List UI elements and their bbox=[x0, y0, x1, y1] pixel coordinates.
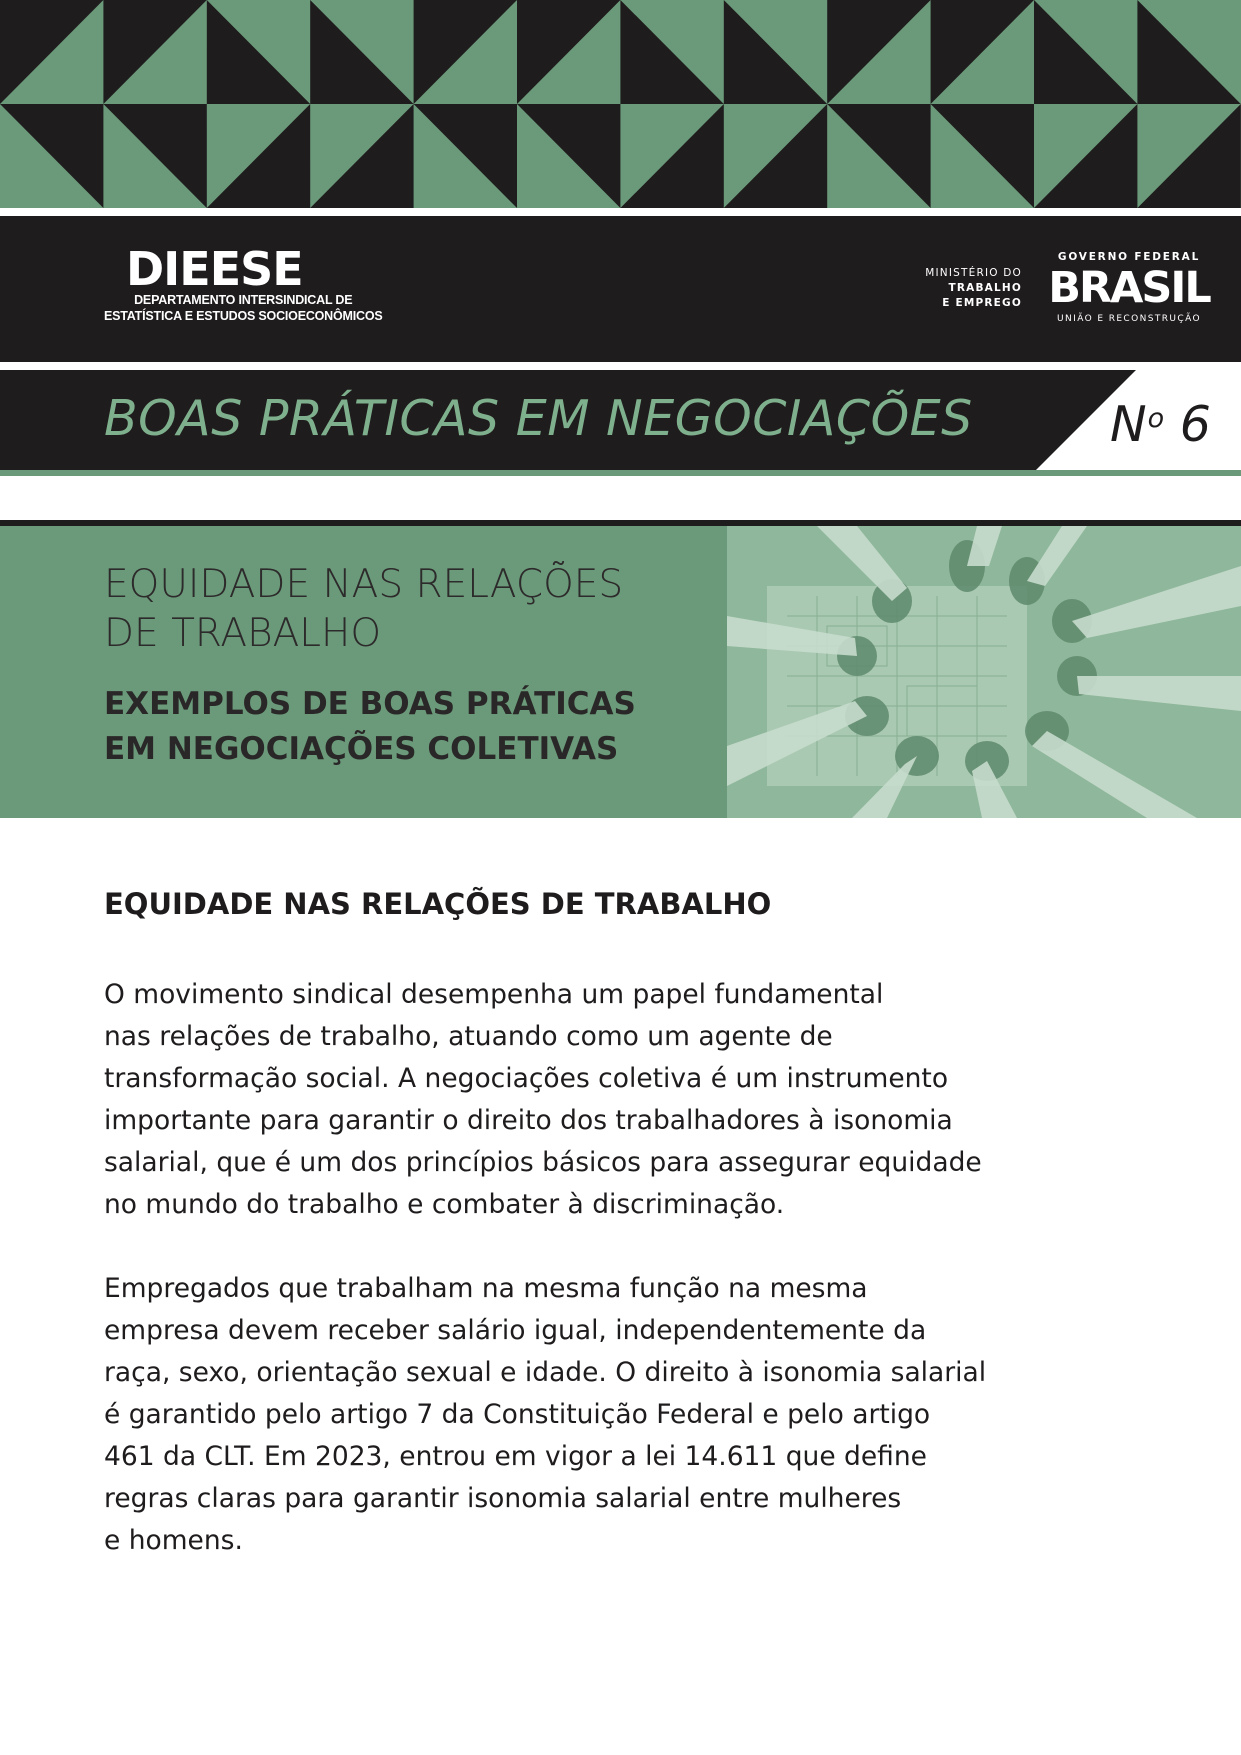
issue-number-value: 6 bbox=[1164, 396, 1211, 453]
dieese-logo-subtitle-1: DEPARTAMENTO INTERSINDICAL DE bbox=[134, 293, 353, 307]
gov-brasil-wordmark: BRASIL bbox=[1048, 263, 1210, 313]
ministry-line-2: TRABALHO bbox=[948, 282, 1022, 294]
ministry-line-3: E EMPREGO bbox=[942, 297, 1022, 309]
paragraph-2-line: raça, sexo, orientação sexual e idade. O direito à isonomia salarial bbox=[104, 1357, 987, 1388]
dieese-logo-wordmark: DIEESE bbox=[126, 242, 303, 296]
hero-subtitle bbox=[104, 682, 724, 772]
hero-title-line-2: DE TRABALHO bbox=[104, 611, 382, 656]
paragraph-2-line: regras claras para garantir isonomia salarial entre mulheres bbox=[104, 1483, 902, 1514]
hero-subtitle-line-2: EM NEGOCIAÇÕES COLETIVAS bbox=[104, 731, 619, 767]
ministry-label bbox=[880, 266, 1022, 311]
series-title: BOAS PRÁTICAS EM NEGOCIAÇÕES bbox=[104, 390, 973, 447]
paragraph-1-line: no mundo do trabalho e combater à discriminação. bbox=[104, 1189, 785, 1220]
geometric-pattern-banner bbox=[0, 0, 1241, 208]
paragraph-2-line: e homens. bbox=[104, 1525, 243, 1556]
governo-federal-logo bbox=[1044, 250, 1214, 326]
paragraph-2-line: 461 da CLT. Em 2023, entrou em vigor a lei 14.611 que define bbox=[104, 1441, 927, 1472]
paragraph-1 bbox=[104, 974, 1044, 1226]
paragraph-2-line: Empregados que trabalham na mesma função na mesma bbox=[104, 1273, 868, 1304]
ministry-line-1: MINISTÉRIO DO bbox=[925, 267, 1022, 279]
dieese-logo bbox=[104, 242, 383, 324]
paragraph-1-line: transformação social. A negociações coletiva é um instrumento bbox=[104, 1063, 949, 1094]
series-underline bbox=[0, 470, 1241, 476]
gov-bottom-label: UNIÃO E RECONSTRUÇÃO bbox=[1057, 314, 1201, 324]
paragraph-2 bbox=[104, 1268, 1044, 1562]
hero-subtitle-line-1: EXEMPLOS DE BOAS PRÁTICAS bbox=[104, 686, 636, 722]
paragraph-2-line: empresa devem receber salário igual, independentemente da bbox=[104, 1315, 927, 1346]
paragraph-1-line: O movimento sindical desempenha um papel fundamental bbox=[104, 979, 884, 1010]
issue-number-sup: o bbox=[1147, 403, 1165, 434]
hands-circle-photo bbox=[727, 526, 1241, 818]
paragraph-2-line: é garantido pelo artigo 7 da Constituição Federal e pelo artigo bbox=[104, 1399, 931, 1430]
section-title: EQUIDADE NAS RELAÇÕES DE TRABALHO bbox=[104, 887, 772, 921]
issue-number-prefix: N bbox=[1110, 396, 1147, 453]
dieese-logo-subtitle-2: ESTATÍSTICA E ESTUDOS SOCIOECONÔMICOS bbox=[104, 309, 383, 323]
hero-title-line-1: EQUIDADE NAS RELAÇÕES bbox=[104, 562, 624, 607]
paragraph-1-line: salarial, que é um dos princípios básicos para assegurar equidade bbox=[104, 1147, 982, 1178]
paragraph-1-line: nas relações de trabalho, atuando como um agente de bbox=[104, 1021, 833, 1052]
hero-title bbox=[104, 560, 704, 658]
paragraph-1-line: importante para garantir o direito dos trabalhadores à isonomia bbox=[104, 1105, 953, 1136]
issue-number bbox=[1110, 388, 1211, 456]
gov-top-label: GOVERNO FEDERAL bbox=[1057, 251, 1201, 263]
